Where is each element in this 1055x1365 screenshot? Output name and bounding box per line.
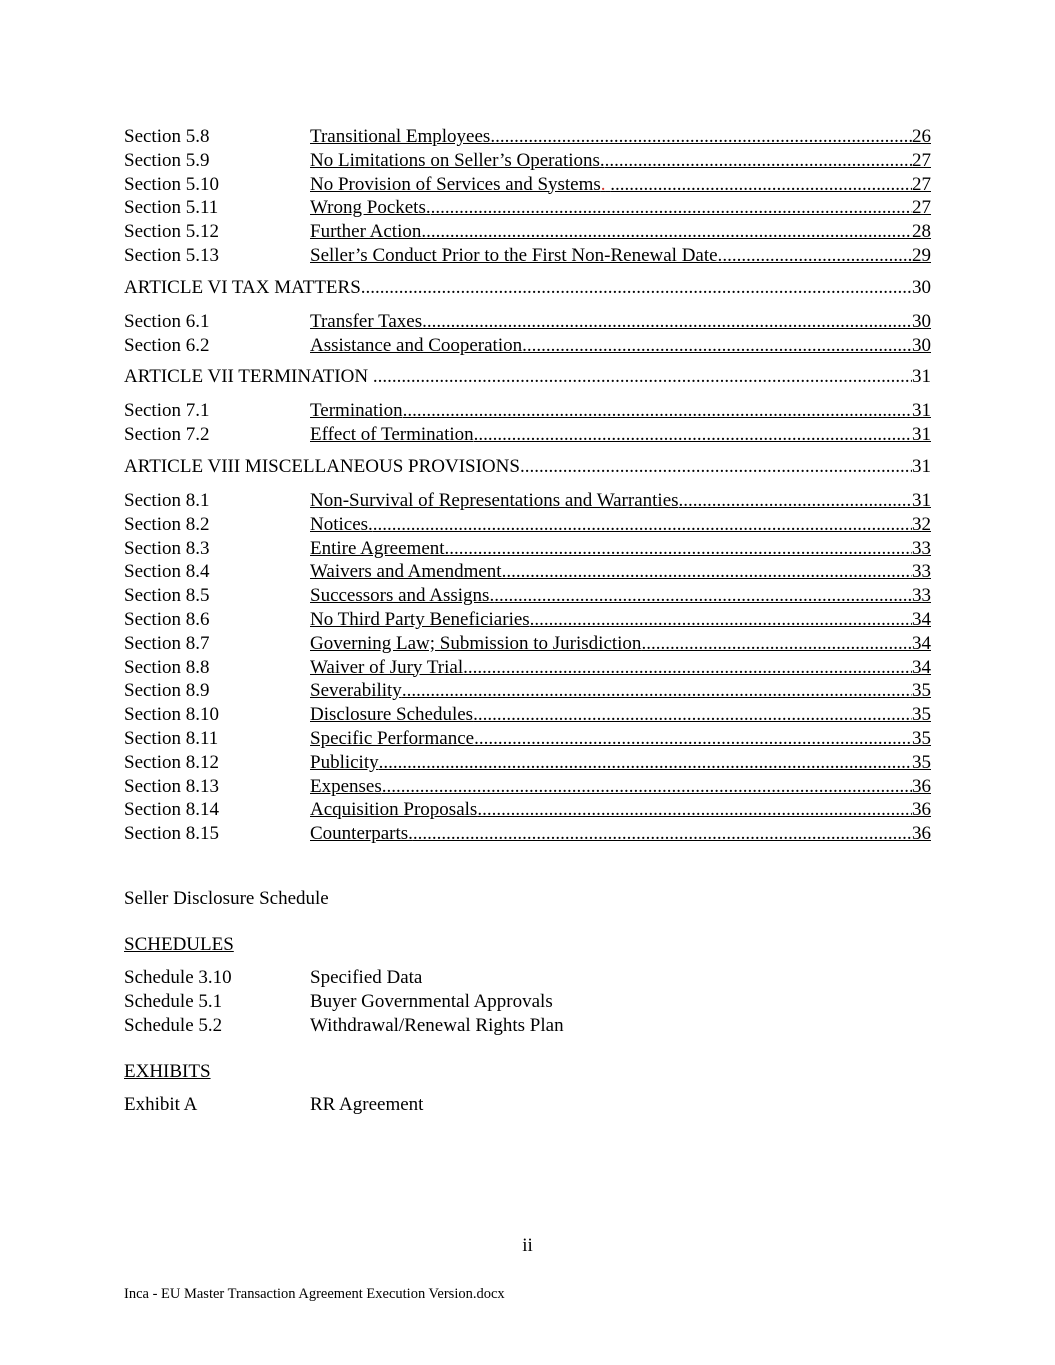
toc-row <box>124 334 931 358</box>
toc-link[interactable]: Further Action. ..... 28 <box>310 220 931 244</box>
toc-link[interactable]: Assistance and Cooperation ..... 30 <box>310 334 931 358</box>
article-title: ARTICLE VI TAX MATTERS <box>124 276 361 298</box>
toc-row <box>124 489 931 513</box>
schedule-label: Schedule 5.1 <box>124 990 223 1012</box>
toc-group-article-5 <box>124 125 931 268</box>
toc-row <box>124 584 931 608</box>
toc-link[interactable]: Notices. ..... 32 <box>310 513 931 537</box>
section-label: Section 8.15 <box>124 823 219 845</box>
section-label: Section 8.6 <box>124 608 210 630</box>
toc-row <box>124 310 931 334</box>
table-of-contents <box>124 125 931 1117</box>
toc-link[interactable]: Specific Performance ..... 35 <box>310 727 931 751</box>
list-item <box>124 1093 931 1117</box>
toc-row <box>124 244 931 268</box>
schedules-section <box>124 934 931 1037</box>
article-title: ARTICLE VIII MISCELLANEOUS PROVISIONS <box>124 455 520 477</box>
section-label: Section 8.10 <box>124 704 219 726</box>
exhibit-title: RR Agreement <box>310 1094 424 1116</box>
toc-row <box>124 727 931 751</box>
toc-link[interactable]: No Limitations on Seller’s Operations. ..... 27 <box>310 149 931 173</box>
toc-row <box>124 513 931 537</box>
section-label: Section 8.4 <box>124 561 210 583</box>
section-label: Section 5.11 <box>124 197 219 219</box>
schedule-title: Buyer Governmental Approvals <box>310 990 553 1012</box>
list-item <box>124 990 931 1014</box>
section-label: Section 8.2 <box>124 513 210 535</box>
article-title: ARTICLE VII TERMINATION <box>124 366 373 388</box>
toc-group-article-7 <box>124 399 931 447</box>
section-label: Section 8.7 <box>124 632 210 654</box>
schedule-title: Specified Data <box>310 966 423 988</box>
page-number: ii <box>522 1235 533 1256</box>
exhibits-heading[interactable]: EXHIBITS <box>124 1061 211 1083</box>
section-label: Section 8.12 <box>124 751 219 773</box>
toc-row <box>124 608 931 632</box>
section-label: Section 5.12 <box>124 221 219 243</box>
section-label: Section 6.1 <box>124 310 210 332</box>
toc-link[interactable]: No Provision of Services and Systems . ..... 27 <box>310 173 931 197</box>
article-page: 31 <box>912 455 931 477</box>
toc-link[interactable]: Wrong Pockets. ..... 27 <box>310 196 931 220</box>
schedule-title: Withdrawal/Renewal Rights Plan <box>310 1014 564 1036</box>
toc-row <box>124 149 931 173</box>
toc-link[interactable]: Waivers and Amendment. ..... 33 <box>310 560 931 584</box>
toc-link[interactable]: No Third Party Beneficiaries ..... 34 <box>310 608 931 632</box>
toc-row <box>124 173 931 197</box>
toc-link[interactable]: Governing Law; Submission to Jurisdiction ..... 34 <box>310 632 931 656</box>
toc-row <box>124 679 931 703</box>
article-page: 30 <box>912 276 931 298</box>
toc-row <box>124 798 931 822</box>
section-label: Section 8.8 <box>124 656 210 678</box>
schedules-heading[interactable]: SCHEDULES <box>124 933 234 955</box>
section-label: Section 8.3 <box>124 537 210 559</box>
section-label: Section 7.2 <box>124 424 210 446</box>
toc-row <box>124 423 931 447</box>
toc-row <box>124 703 931 727</box>
list-item <box>124 1014 931 1038</box>
toc-row <box>124 632 931 656</box>
toc-link[interactable]: Publicity ..... 35 <box>310 751 931 775</box>
toc-link[interactable]: Non-Survival of Representations and Warranties ..... 31 <box>310 489 931 513</box>
toc-article-8[interactable] <box>124 455 931 479</box>
section-label: Section 5.9 <box>124 149 210 171</box>
toc-row <box>124 751 931 775</box>
toc-link[interactable]: Waiver of Jury Trial ..... 34 <box>310 656 931 680</box>
toc-link[interactable]: Entire Agreement. ..... 33 <box>310 537 931 561</box>
toc-link[interactable]: Transfer Taxes ..... 30 <box>310 310 931 334</box>
section-label: Section 5.13 <box>124 244 219 266</box>
section-label: Section 8.14 <box>124 799 219 821</box>
section-label: Section 7.1 <box>124 400 210 422</box>
toc-link[interactable]: Counterparts. ..... 36 <box>310 822 931 846</box>
toc-row <box>124 656 931 680</box>
toc-article-6[interactable] <box>124 276 931 300</box>
toc-row <box>124 220 931 244</box>
toc-link[interactable]: Severability ..... 35 <box>310 679 931 703</box>
toc-link[interactable]: Successors and Assigns. ..... 33 <box>310 584 931 608</box>
toc-row <box>124 537 931 561</box>
toc-row <box>124 196 931 220</box>
seller-disclosure-schedule: Seller Disclosure Schedule <box>124 887 329 909</box>
toc-row <box>124 822 931 846</box>
toc-group-article-8 <box>124 489 931 846</box>
exhibits-list <box>124 1093 931 1117</box>
section-label: Section 8.13 <box>124 775 219 797</box>
section-label: Section 8.1 <box>124 489 210 511</box>
toc-row <box>124 125 931 149</box>
list-item <box>124 966 931 990</box>
toc-link[interactable]: Effect of Termination ..... 31 <box>310 423 931 447</box>
exhibits-section <box>124 1061 931 1117</box>
article-page: 31 <box>912 366 931 388</box>
toc-link[interactable]: Seller’s Conduct Prior to the First Non-Renewal Date. ..... 29 <box>310 244 931 268</box>
footer-file-name: Inca - EU Master Transaction Agreement Execution Version.docx <box>124 1286 505 1302</box>
section-label: Section 8.11 <box>124 727 219 749</box>
toc-link[interactable]: Termination ..... 31 <box>310 399 931 423</box>
toc-link[interactable]: Acquisition Proposals ..... 36 <box>310 798 931 822</box>
section-label: Section 8.5 <box>124 585 210 607</box>
section-label: Section 8.9 <box>124 680 210 702</box>
toc-link[interactable]: Expenses ..... 36 <box>310 775 931 799</box>
schedules-list <box>124 966 931 1037</box>
toc-row <box>124 560 931 584</box>
section-label: Section 5.8 <box>124 126 210 147</box>
exhibit-label: Exhibit A <box>124 1094 198 1116</box>
toc-group-article-6 <box>124 310 931 358</box>
toc-link[interactable]: Disclosure Schedules ..... 35 <box>310 703 931 727</box>
toc-article-7[interactable] <box>124 365 931 389</box>
toc-row <box>124 775 931 799</box>
revision-mark: . <box>600 173 606 195</box>
section-label: Section 5.10 <box>124 173 219 195</box>
schedule-label: Schedule 3.10 <box>124 966 232 988</box>
section-label: Section 6.2 <box>124 334 210 356</box>
toc-link[interactable]: Transitional Employees. ..... 26 <box>310 125 931 149</box>
schedule-label: Schedule 5.2 <box>124 1014 223 1036</box>
toc-row <box>124 399 931 423</box>
